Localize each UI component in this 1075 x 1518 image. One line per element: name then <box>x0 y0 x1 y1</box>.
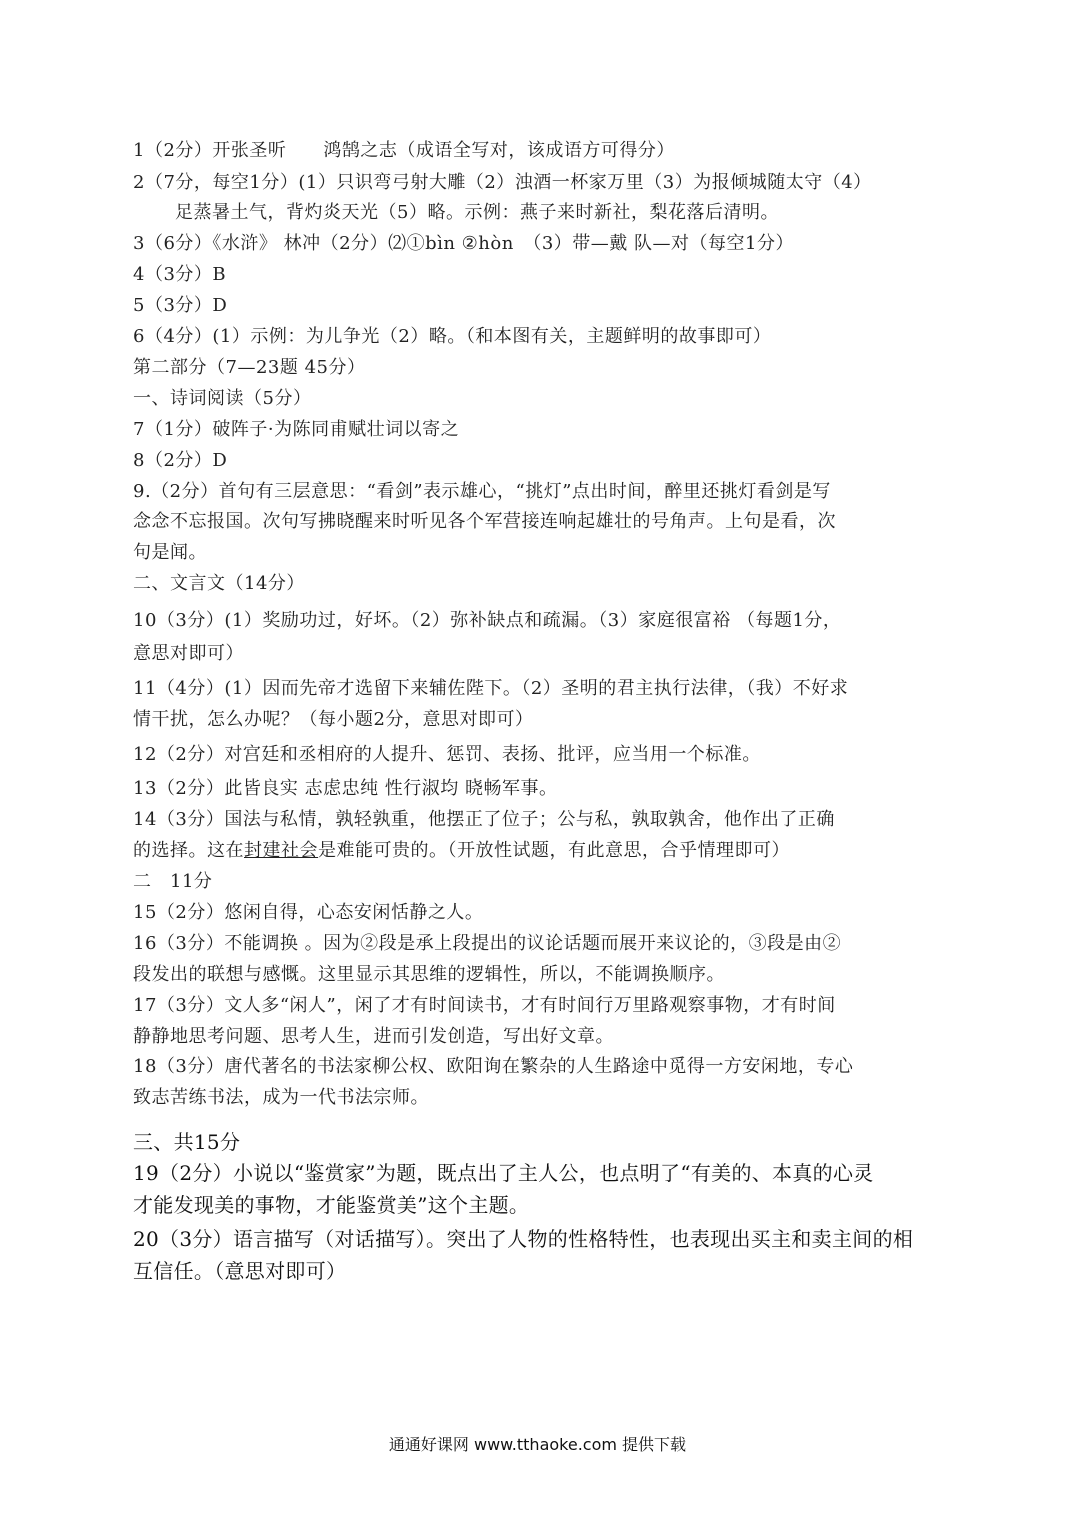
answer-line-4: 4（3分）B <box>133 264 227 285</box>
answer-line-16: 16（3分）不能调换 。因为②段是承上段提出的议论话题而展开来议论的，③段是由② <box>133 933 842 954</box>
answer-line-20: 20（3分）语言描写（对话描写）。突出了人物的性格特性，也表现出买主和卖主间的相 <box>133 1227 914 1251</box>
answer-line-2: 2（7分，每空1分）(1）只识弯弓射大雕（2）浊酒一杯家万里（3）为报倾城随太守（4） <box>133 172 872 193</box>
answer-line-11: 11（4分）(1）因而先帝才选留下来辅佐陛下。（2）圣明的君主执行法律，（我）不好求 <box>133 678 849 699</box>
answer-line-13: 13（2分）此皆良实 志虑忠纯 性行淑均 晓畅军事。 <box>133 778 558 799</box>
answer-line-10: 10（3分）(1）奖励功过，好坏。（2）弥补缺点和疏漏。（3）家庭很富裕 （每题1分， <box>133 610 842 631</box>
section-heading-part2: 第二部分（7—23题 45分） <box>133 357 366 378</box>
section-heading-classical: 二、文言文（14分） <box>133 573 305 594</box>
answer-line-1: 1（2分）开张圣听 鸿鹄之志（成语全写对，该成语方可得分） <box>133 140 675 161</box>
answer-line-20-cont: 互信任。（意思对即可） <box>133 1259 347 1283</box>
answer-line-15: 15（2分）悠闲自得，心态安闲恬静之人。 <box>133 902 484 923</box>
answer-line-14-cont <box>133 839 790 863</box>
underlined-term: 封建社会 <box>244 840 318 861</box>
section-heading-poetry: 一、诗词阅读（5分） <box>133 388 312 409</box>
section-heading-novel: 三、共15分 <box>133 1130 241 1154</box>
answer-line-16-cont: 段发出的联想与感慨。这里显示其思维的逻辑性，所以，不能调换顺序。 <box>133 964 725 985</box>
answer-line-3: 3（6分）《水浒》 林冲（2分）⑵①bìn ②hòn （3）带—戴 队—对（每空1分） <box>133 233 794 254</box>
answer-line-10-cont: 意思对即可） <box>133 643 244 664</box>
answer-line-9-cont: 念念不忘报国。次句写拂晓醒来时听见各个军营接连响起雄壮的号角声。上句是看，次 <box>133 511 836 532</box>
section-heading-modern: 二 11分 <box>133 871 213 892</box>
answer-line-18-cont: 致志苦练书法，成为一代书法宗师。 <box>133 1087 429 1108</box>
answer-line-12: 12（2分）对宫廷和丞相府的人提升、惩罚、表扬、批评，应当用一个标准。 <box>133 744 761 765</box>
answer-line-7: 7（1分）破阵子·为陈同甫赋壮词以寄之 <box>133 419 460 440</box>
answer-line-9: 9.（2分）首句有三层意思：“看剑”表示雄心，“挑灯”点出时间，醉里还挑灯看剑是写 <box>133 481 831 502</box>
answer-line-14-cont-b: 是难能可贵的。（开放性试题，有此意思，合乎情理即可） <box>318 840 790 861</box>
answer-line-6: 6（4分）(1）示例：为儿争光（2）略。（和本图有关，主题鲜明的故事即可） <box>133 326 772 347</box>
answer-line-9-cont2: 句是闻。 <box>133 542 207 563</box>
answer-line-19-cont: 才能发现美的事物，才能鉴赏美”这个主题。 <box>133 1193 530 1217</box>
answer-line-2-cont: 足蒸暑土气，背灼炎天光（5）略。示例：燕子来时新社，梨花落后清明。 <box>175 202 779 223</box>
answer-line-19: 19（2分）小说以“鉴赏家”为题，既点出了主人公，也点明了“有美的、本真的心灵 <box>133 1161 874 1185</box>
answer-line-8: 8（2分）D <box>133 450 228 471</box>
answer-line-18: 18（3分）唐代著名的书法家柳公权、欧阳询在繁杂的人生路途中觅得一方安闲地，专心 <box>133 1056 854 1077</box>
answer-line-17-cont: 静静地思考问题、思考人生，进而引发创造，写出好文章。 <box>133 1026 614 1047</box>
answer-line-14-cont-a: 的选择。这在 <box>133 840 244 861</box>
answer-line-5: 5（3分）D <box>133 295 228 316</box>
page-footer: 通通好课网 www.tthaoke.com 提供下载 <box>388 1435 687 1454</box>
answer-line-11-cont: 情干扰，怎么办呢？（每小题2分，意思对即可） <box>133 709 534 730</box>
answer-line-14: 14（3分）国法与私情，孰轻孰重，他摆正了位子；公与私，孰取孰舍，他作出了正确 <box>133 809 835 830</box>
answer-line-17: 17（3分）文人多“闲人”，闲了才有时间读书，才有时间行万里路观察事物，才有时间 <box>133 995 836 1016</box>
